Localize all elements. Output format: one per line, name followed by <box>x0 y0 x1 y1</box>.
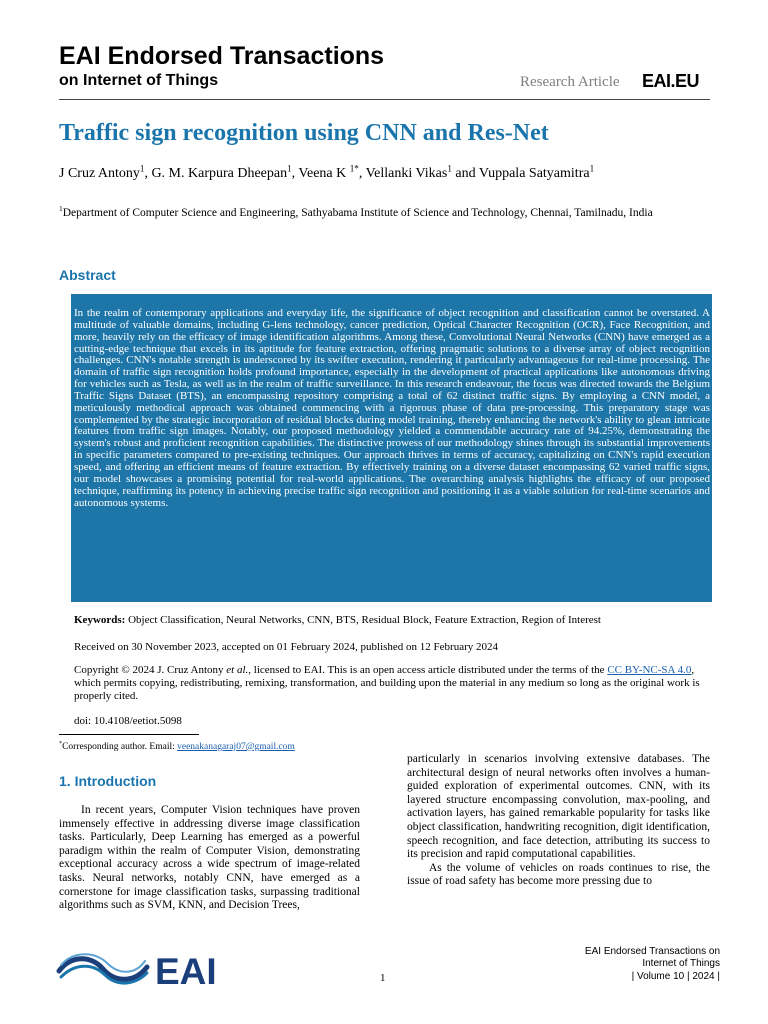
intro-left-column <box>59 804 360 932</box>
intro-paragraph: As the volume of vehicles on roads continues to rise, the issue of road safety has become more pressing due to <box>407 861 710 888</box>
introduction-heading: 1. Introduction <box>59 773 157 789</box>
footer-volume: | Volume 10 | 2024 | <box>631 970 720 982</box>
intro-paragraph: particularly in scenarios involving extensive databases. The architectural design of neural networks often involves a human-guided exploration of experimental outcomes. CNN, with its layered structure encompassing convolution, max-pooling, and activation layers, has gained remarkable popularity for tasks like object classification, handwriting recognition, digit identification, speech recognition, and face detection, attributing its success to its precision and rapid computational capabilities. <box>407 753 710 861</box>
copyright-notice <box>74 664 704 703</box>
author-affiliation-mark: 1 <box>287 163 292 174</box>
corresponding-author <box>59 742 295 752</box>
author-affiliation-mark: 1 <box>139 163 145 174</box>
keywords-text: Object Classification, Neural Networks, CNN, BTS, Residual Block, Feature Extraction, Region of Interest <box>128 614 601 626</box>
received-dates: Received on 30 November 2023, accepted on 01 February 2024, published on 12 February 2024 <box>74 641 499 653</box>
affiliation <box>59 206 711 220</box>
author-name: Veena K <box>298 166 347 181</box>
page-number: 1 <box>380 972 386 984</box>
affiliation-mark: 1 <box>59 204 63 214</box>
copyright-text: , which permits copying, redistributing, remixing, transformation, and building upon the material in any medium so long as the original work is properly cited. <box>74 664 700 702</box>
copyright-text: Copyright © 2024 J. Cruz Antony <box>74 664 227 676</box>
copyright-text: , licensed to EAI. This is an open access article distributed under the terms of the <box>248 664 608 676</box>
eai-logo <box>55 949 217 989</box>
author-list: J Cruz Antony$^1$, G. M. Karpura Dheepan$^1$, Veena K $^{1*}$, Vellanki Vikas$^1$ and Vuppala Satyamitra$^1$ <box>59 163 595 181</box>
intro-right-column <box>407 753 710 921</box>
abstract-text: In the realm of contemporary applications and everyday life, the significance of object recognition and classification cannot be overstated. A multitude of valuable domains, including G-lens technology, cancer prediction, Optical Character Recognition (OCR), Face Recognition, and more, heavily rely on the efficacy of image identification algorithms. Among these, Convolutional Neural Networks (CNN) have emerged as a cutting-edge technique that excels in its aptitude for feature extraction, offering pragmatic solutions to a diverse array of object recognition challenges. CNN's notable strength is underscored by its swifter execution, rendering it particularly advantageous for real-time processing. The domain of traffic sign recognition holds profound importance, especially in the development of practical applications like autonomous driving for vehicles such as Tesla, as well as in the realm of traffic surveillance. In this research endeavour, the focus was directed towards the Belgium Traffic Signs Dataset (BTS), an encompassing repository comprising a total of 62 distinct traffic signs. By employing a CNN model, a meticulously methodical approach was obtained commencing with a rigorous phase of data pre-processing. This preparatory stage was complemented by the strategic incorporation of residual blocks during model training, thereby enhancing the network's ability to glean intricate features from traffic sign images. Notably, our proposed methodology yielded a commendable accuracy rate of 94.25%, demonstrating the system's robust and proficient recognition capabilities. The distinctive prowess of our methodology shines through its substantial improvements in specific parameters compared to pre-existing techniques. Our approach thrives in terms of accuracy, capitalizing on CNN's rapid execution speed, and offering an efficient means of feature extraction. By effectively training on a diverse dataset encompassing 62 varied traffic signs, our model showcases a promising potential for real-world applications. The overarching analysis highlights the efficacy of our proposed technique, reaffirming its potency in achieving precise traffic sign recognition and positioning it as a viable solution for real-time scenarios and autonomous systems. <box>74 307 710 509</box>
footer-journal-line: EAI Endorsed Transactions on <box>584 946 720 957</box>
corresponding-email-link[interactable]: veenakanagaraj07@gmail.com <box>177 742 295 752</box>
copyright-etal: et al. <box>226 664 249 676</box>
journal-subtitle: on Internet of Things <box>59 72 219 89</box>
author-affiliation-mark: 1 <box>589 163 595 174</box>
article-type: Research Article <box>520 74 620 90</box>
header-divider <box>59 99 710 100</box>
corresponding-mark: * <box>59 740 63 747</box>
paper-title: Traffic sign recognition using CNN and Res-Net <box>59 120 549 146</box>
footer-journal-line: Internet of Things <box>642 958 720 970</box>
abstract-box <box>71 294 712 602</box>
author-affiliation-mark: 1 <box>447 163 452 174</box>
author-name: Vellanki Vikas <box>365 166 448 181</box>
abstract-heading: Abstract <box>59 267 116 283</box>
license-link[interactable]: CC BY-NC-SA 4.0 <box>607 664 692 676</box>
eai-logo-text: EAI <box>155 951 217 989</box>
footer-journal-info <box>560 946 720 983</box>
keywords <box>74 614 601 626</box>
author-affiliation-mark: 1* <box>349 163 359 174</box>
footnote-divider <box>59 734 199 735</box>
journal-title: EAI Endorsed Transactions <box>59 42 385 70</box>
eai-swirl-icon <box>55 949 217 989</box>
author-name: Vuppala Satyamitra <box>478 166 590 181</box>
author-name: G. M. Karpura Dheepan <box>151 166 288 181</box>
doi: doi: 10.4108/eetiot.5098 <box>74 715 182 727</box>
affiliation-text: Department of Computer Science and Engineering, Sathyabama Institute of Science and Technology, Chennai, Tamilnadu, India <box>62 207 653 219</box>
publisher-mark: EAI.EU <box>642 71 700 91</box>
keywords-label: Keywords: <box>74 614 126 626</box>
intro-paragraph: In recent years, Computer Vision techniques have proven immensely effective in addressing diverse image classification tasks. Particularly, Deep Learning has emerged as a powerful paradigm within the realm of Computer Vision, demonstrating exceptional accuracy across a wide spectrum of image-related tasks. Neural networks, notably CNN, have emerged as a cornerstone for image classification tasks, surpassing traditional algorithms such as SVM, KNN, and Decision Trees, <box>59 804 360 912</box>
corresponding-label: Corresponding author. Email: <box>62 742 178 752</box>
author-name: J Cruz Antony <box>59 166 140 181</box>
